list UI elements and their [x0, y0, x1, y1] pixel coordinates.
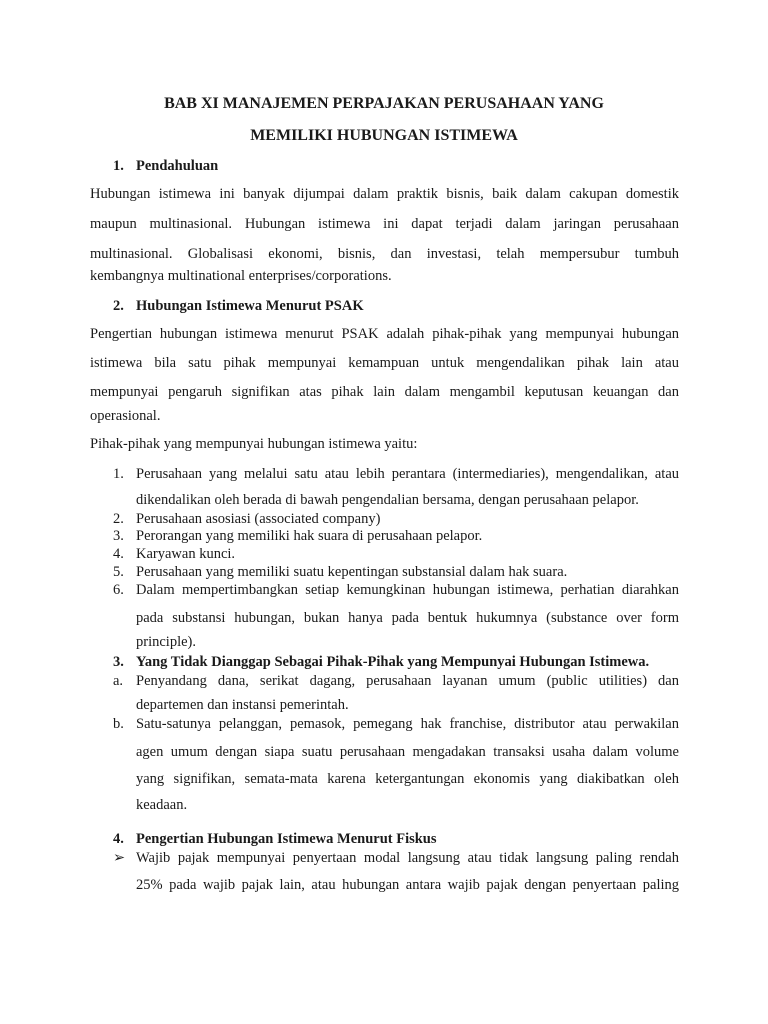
list-item-line: Dalam mempertimbangkan setiap kemungkinan hubungan istimewa, perhatian diarahkan — [136, 582, 679, 598]
list-item-line: Wajib pajak mempunyai penyertaan modal langsung atau tidak langsung paling rendah — [136, 850, 679, 866]
list-item-line: departemen dan instansi pemerintah. — [136, 697, 349, 713]
doc-title-line-1: BAB XI MANAJEMEN PERPAJAKAN PERUSAHAAN YANG — [164, 95, 604, 112]
list-item-line: Satu-satunya pelanggan, pemasok, pemegang hak franchise, distributor atau perwakilan — [136, 716, 679, 732]
list-item-marker: 2. — [113, 511, 124, 527]
section-1-para-line: maupun multinasional. Hubungan istimewa ini dapat terjadi dalam jaringan perusahaan — [90, 216, 679, 232]
section-1-heading: Pendahuluan — [136, 158, 219, 174]
list-item-marker: a. — [113, 673, 124, 689]
list-item-marker: 3. — [113, 528, 124, 544]
section-2-para-line: Pengertian hubungan istimewa menurut PSAK adalah pihak-pihak yang mempunyai hubungan — [90, 326, 679, 342]
list-item-line: Perorangan yang memiliki hak suara di perusahaan pelapor. — [136, 528, 483, 544]
section-1-para-line: kembangnya multinational enterprises/corporations. — [90, 268, 392, 284]
list-item-line: Perusahaan asosiasi (associated company) — [136, 511, 381, 527]
section-2-para-line: istimewa bila satu pihak mempunyai kemampuan untuk mengendalikan pihak lain atau — [90, 355, 679, 371]
list-item-line: pada substansi hubungan, bukan hanya pada bentuk hukumnya (substance over form — [136, 610, 679, 626]
list-item-line: keadaan. — [136, 797, 188, 813]
section-1-number: 1. — [113, 158, 124, 174]
list-item-marker: b. — [113, 716, 124, 732]
section-4-number: 4. — [113, 831, 124, 847]
list-item-marker: 1. — [113, 466, 124, 482]
section-4-heading: Pengertian Hubungan Istimewa Menurut Fiskus — [136, 831, 437, 847]
list-item-marker: 4. — [113, 546, 124, 562]
doc-title-line-2: MEMILIKI HUBUNGAN ISTIMEWA — [250, 127, 518, 144]
section-2-heading: Hubungan Istimewa Menurut PSAK — [136, 298, 364, 314]
section-2-number: 2. — [113, 298, 124, 314]
list-item-line: agen umum dengan siapa suatu perusahaan mengadakan transaksi usaha dalam volume — [136, 744, 679, 760]
section-1-para-line: Hubungan istimewa ini banyak dijumpai dalam praktik bisnis, baik dalam cakupan domestik — [90, 186, 679, 202]
list-item-line: yang signifikan, semata-mata karena ketergantungan ekonomis yang diakibatkan oleh — [136, 771, 679, 787]
section-1-para-line: multinasional. Globalisasi ekonomi, bisnis, dan investasi, telah mempersubur tumbuh — [90, 246, 679, 262]
list-item-line: Perusahaan yang melalui satu atau lebih perantara (intermediaries), mengendalikan, atau — [136, 466, 679, 482]
list-item-marker: 5. — [113, 564, 124, 580]
section-2-para-line: operasional. — [90, 408, 161, 424]
section-3-heading: Yang Tidak Dianggap Sebagai Pihak-Pihak yang Mempunyai Hubungan Istimewa. — [136, 654, 650, 670]
list-item-line: Penyandang dana, serikat dagang, perusahaan layanan umum (public utilities) dan — [136, 673, 679, 689]
list-item-line: principle). — [136, 634, 196, 650]
list-item-line: Karyawan kunci. — [136, 546, 236, 562]
section-3-number: 3. — [113, 654, 124, 670]
list-item-line: Perusahaan yang memiliki suatu kepentingan substansial dalam hak suara. — [136, 564, 568, 580]
list-item-line: dikendalikan oleh berada di bawah pengendalian bersama, dengan perusahaan pelapor. — [136, 492, 639, 508]
list-item-line: 25% pada wajib pajak lain, atau hubungan antara wajib pajak dengan penyertaan paling — [136, 877, 679, 893]
list-item-marker: 6. — [113, 582, 124, 598]
arrow-bullet-icon: ➢ — [113, 850, 126, 866]
section-2-list-intro: Pihak-pihak yang mempunyai hubungan istimewa yaitu: — [90, 436, 418, 452]
section-2-para-line: mempunyai pengaruh signifikan atas pihak lain dalam mengambil keputusan keuangan dan — [90, 384, 679, 400]
